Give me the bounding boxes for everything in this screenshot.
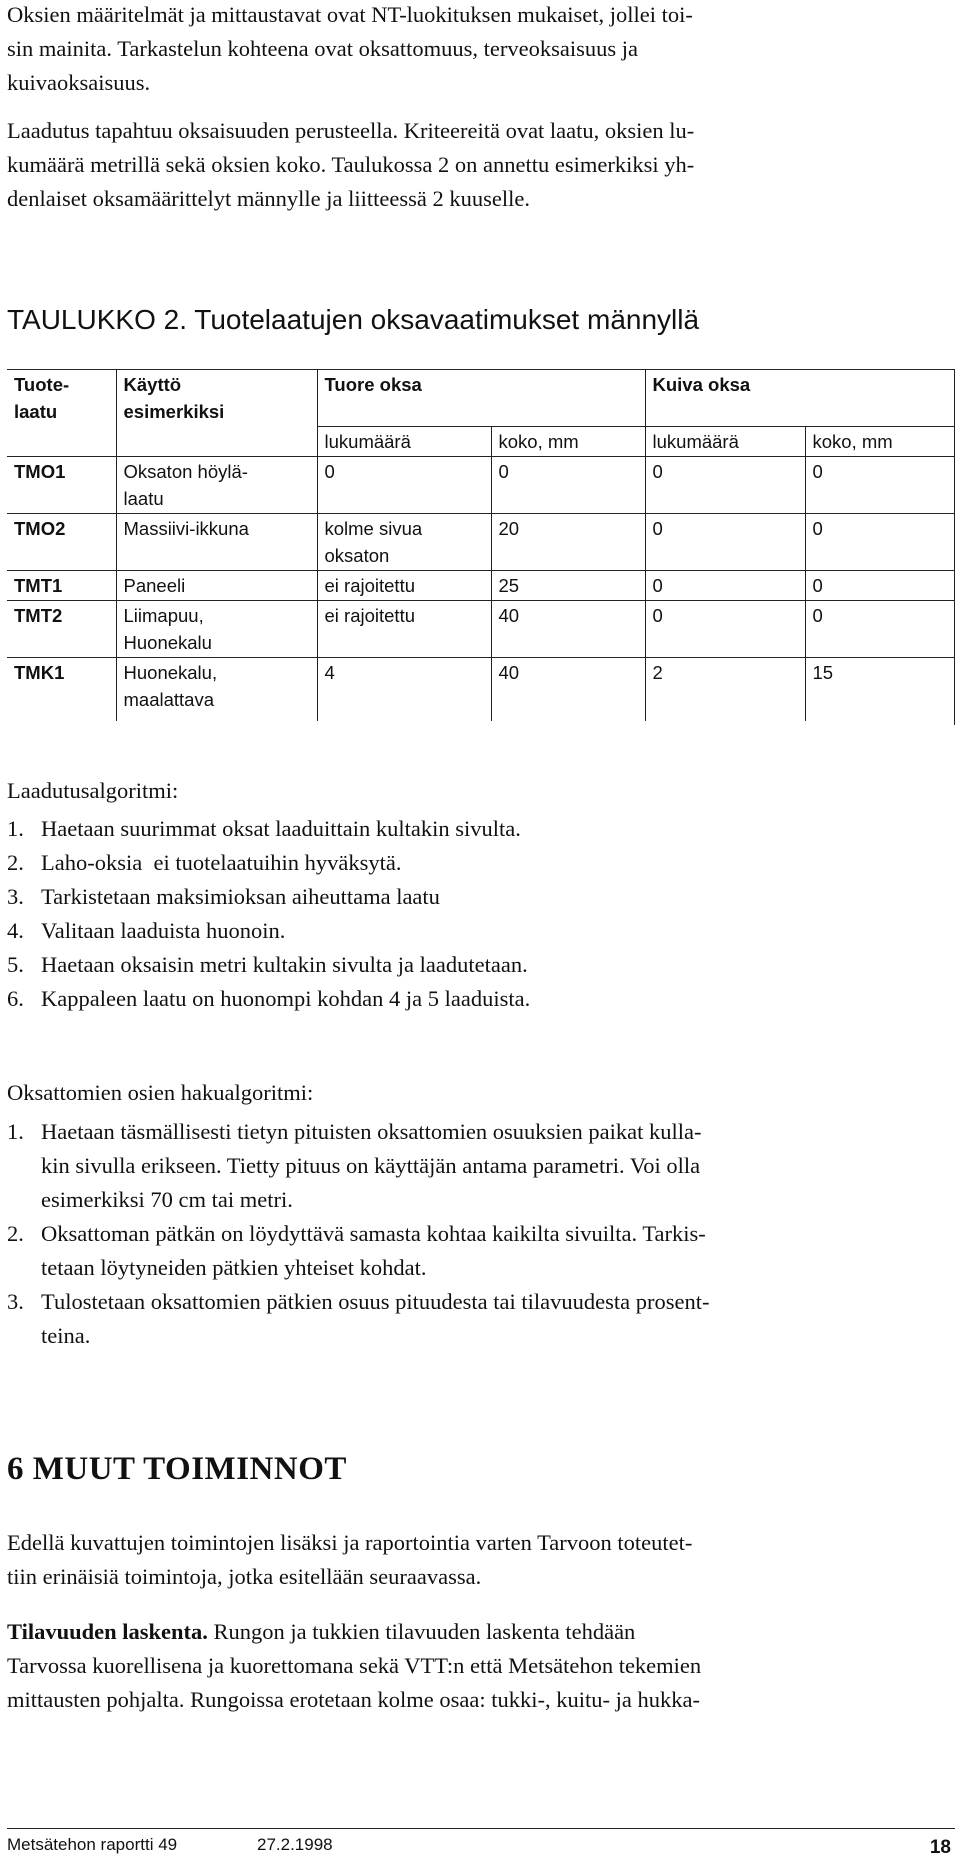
list-item xyxy=(7,880,955,914)
text-line xyxy=(7,1615,955,1649)
text-line: esimerkiksi 70 cm tai metri. xyxy=(41,1187,293,1212)
cell-line: Oksaton höylä- xyxy=(123,460,248,482)
item-number: 2. xyxy=(7,1221,24,1246)
item-number: 5. xyxy=(7,952,24,977)
publication-date: 27.2.1998 xyxy=(257,1835,333,1854)
text-line: Edellä kuvattujen toimintojen lisäksi ja raportointia varten Tarvoon toteutet- xyxy=(7,1530,693,1555)
header-fresh-knot: Tuore oksa xyxy=(317,370,645,427)
item-text: Haetaan oksaisin metri kultakin sivulta ja laadutetaan. xyxy=(41,952,528,977)
text-line: teina. xyxy=(41,1323,91,1348)
use-cell xyxy=(116,657,317,721)
text-line: Oksattoman pätkän on löydyttävä samasta kohtaa kaikilta sivuilta. Tarkis- xyxy=(41,1221,706,1246)
item-text xyxy=(41,1217,955,1285)
text-line: Oksien määritelmät ja mittaustavat ovat NT-luokituksen mukaiset, jollei toi- xyxy=(7,2,693,27)
list-item xyxy=(7,812,955,846)
list-item xyxy=(7,982,955,1016)
dry-count-cell: 0 xyxy=(645,513,805,570)
item-text: Tarkistetaan maksimioksan aiheuttama laatu xyxy=(41,884,440,909)
use-cell xyxy=(116,513,317,570)
header-text: Tuote- xyxy=(14,374,70,395)
header-text: esimerkiksi xyxy=(123,401,225,422)
item-text xyxy=(41,1115,955,1217)
cell-line: laatu xyxy=(123,487,164,509)
text-line: kuivaoksaisuus. xyxy=(7,70,151,95)
header-dry-knot: Kuiva oksa xyxy=(645,370,955,427)
item-text: Laho-oksia ei tuotelaatuihin hyväksytä. xyxy=(41,850,402,875)
cell-line: maalattava xyxy=(123,688,214,710)
volume-first-line: Rungon ja tukkien tilavuuden laskenta tehdään xyxy=(207,1619,636,1644)
item-number: 1. xyxy=(7,816,24,841)
table-caption: TAULUKKO 2. Tuotelaatujen oksavaatimukset männyllä xyxy=(7,304,700,335)
dry-size-cell: 15 xyxy=(805,657,955,721)
publication-name: Metsätehon raportti 49 xyxy=(7,1835,178,1854)
text-line: kumäärä metrillä sekä oksien koko. Taulukossa 2 on annettu esimerkiksi yh- xyxy=(7,152,695,177)
list-item xyxy=(7,1285,955,1353)
dry-count-cell: 0 xyxy=(645,456,805,513)
list-item xyxy=(7,1217,955,1285)
dry-size-cell: 0 xyxy=(805,570,955,600)
item-text: Kappaleen laatu on huonompi kohdan 4 ja 5 laaduista. xyxy=(41,986,531,1011)
fresh-size-cell: 40 xyxy=(491,600,645,657)
fresh-count-cell: ei rajoitettu xyxy=(317,570,491,600)
subheader-dry-size: koko, mm xyxy=(805,426,955,456)
grading-paragraph xyxy=(7,114,955,216)
table-cell xyxy=(116,426,317,456)
item-number: 3. xyxy=(7,884,24,909)
fresh-count-cell: 0 xyxy=(317,456,491,513)
header-grade xyxy=(7,370,116,427)
cell-line: Paneeli xyxy=(123,574,186,596)
subheader-fresh-size: koko, mm xyxy=(491,426,645,456)
chapter-heading: 6 MUUT TOIMINNOT xyxy=(7,1451,347,1487)
text-line: denlaiset oksamäärittelyt männylle ja liitteessä 2 kuuselle. xyxy=(7,186,530,211)
text-line: Tulostetaan oksattomien pätkien osuus pituudesta tai tilavuudesta prosent- xyxy=(41,1289,710,1314)
fresh-count-cell: kolme sivua oksaton xyxy=(317,513,491,570)
table-row xyxy=(7,456,955,513)
header-text: Käyttö xyxy=(123,374,182,395)
dry-count-cell: 2 xyxy=(645,657,805,721)
grade-cell: TMT2 xyxy=(7,600,116,657)
item-number: 6. xyxy=(7,986,24,1011)
item-text: Valitaan laaduista huonoin. xyxy=(41,918,286,943)
search-algorithm-list xyxy=(7,1115,955,1353)
text-line: tetaan löytyneiden pätkien yhteiset kohdat. xyxy=(41,1255,427,1280)
grade-cell: TMO2 xyxy=(7,513,116,570)
table-row xyxy=(7,570,955,600)
volume-lead: Tilavuuden laskenta. xyxy=(7,1619,208,1644)
dry-size-cell: 0 xyxy=(805,600,955,657)
cell-line: Huonekalu xyxy=(123,631,212,653)
table-row xyxy=(7,657,955,721)
dry-count-cell: 0 xyxy=(645,570,805,600)
other-functions-paragraph xyxy=(7,1526,955,1594)
table-row xyxy=(7,600,955,657)
text-line: Tarvossa kuorellisena ja kuorettomana sekä VTT:n että Metsätehon tekemien xyxy=(7,1653,702,1678)
item-text xyxy=(41,1285,955,1353)
text-line: mittausten pohjalta. Rungoissa erotetaan kolme osaa: tukki-, kuitu- ja hukka- xyxy=(7,1687,700,1712)
table-row xyxy=(7,513,955,570)
fresh-size-cell: 20 xyxy=(491,513,645,570)
item-text: Haetaan suurimmat oksat laaduittain kultakin sivulta. xyxy=(41,816,521,841)
search-algorithm-title: Oksattomien osien hakualgoritmi: xyxy=(7,1080,314,1105)
table-subheader-row xyxy=(7,426,955,456)
fresh-count-cell: ei rajoitettu xyxy=(317,600,491,657)
algorithm-list xyxy=(7,812,955,1016)
intro-paragraph xyxy=(7,0,955,100)
grade-cell: TMO1 xyxy=(7,456,116,513)
fresh-size-cell: 40 xyxy=(491,657,645,721)
table-header-row xyxy=(7,370,955,427)
cell-line: Huonekalu, xyxy=(123,661,218,683)
item-number: 4. xyxy=(7,918,24,943)
list-item xyxy=(7,948,955,982)
knot-requirements-table xyxy=(7,369,955,721)
header-use xyxy=(116,370,317,427)
text-line: sin mainita. Tarkastelun kohteena ovat oksattomuus, terveoksaisuus ja xyxy=(7,36,638,61)
algorithm-title: Laadutusalgoritmi: xyxy=(7,778,179,803)
text-line: Haetaan täsmällisesti tietyn pituisten oksattomien osuuksien paikat kulla- xyxy=(41,1119,702,1144)
list-item xyxy=(7,914,955,948)
table-cell xyxy=(7,426,116,456)
dry-size-cell: 0 xyxy=(805,456,955,513)
page-number: 18 xyxy=(929,1837,951,1858)
use-cell xyxy=(116,570,317,600)
use-cell xyxy=(116,600,317,657)
grade-cell: TMK1 xyxy=(7,657,116,721)
header-text: laatu xyxy=(14,401,58,422)
text-line: Laadutus tapahtuu oksaisuuden perusteella. Kriteereitä ovat laatu, oksien lu- xyxy=(7,118,695,143)
subheader-dry-count: lukumäärä xyxy=(645,426,805,456)
use-cell xyxy=(116,456,317,513)
fresh-size-cell: 0 xyxy=(491,456,645,513)
dry-count-cell: 0 xyxy=(645,600,805,657)
text-line: kin sivulla erikseen. Tietty pituus on käyttäjän antama parametri. Voi olla xyxy=(41,1153,701,1178)
item-number: 1. xyxy=(7,1119,24,1144)
text-line: tiin erinäisiä toimintoja, jotka esitellään seuraavassa. xyxy=(7,1564,482,1589)
item-number: 2. xyxy=(7,850,24,875)
page-footer xyxy=(7,1828,955,1858)
dry-size-cell: 0 xyxy=(805,513,955,570)
list-item xyxy=(7,846,955,880)
list-item xyxy=(7,1115,955,1217)
cell-line: Liimapuu, xyxy=(123,604,204,626)
fresh-size-cell: 25 xyxy=(491,570,645,600)
item-number: 3. xyxy=(7,1289,24,1314)
fresh-count-cell: 4 xyxy=(317,657,491,721)
subheader-fresh-count: lukumäärä xyxy=(317,426,491,456)
grade-cell: TMT1 xyxy=(7,570,116,600)
cell-line: Massiivi-ikkuna xyxy=(123,517,249,539)
volume-paragraph xyxy=(7,1615,955,1717)
